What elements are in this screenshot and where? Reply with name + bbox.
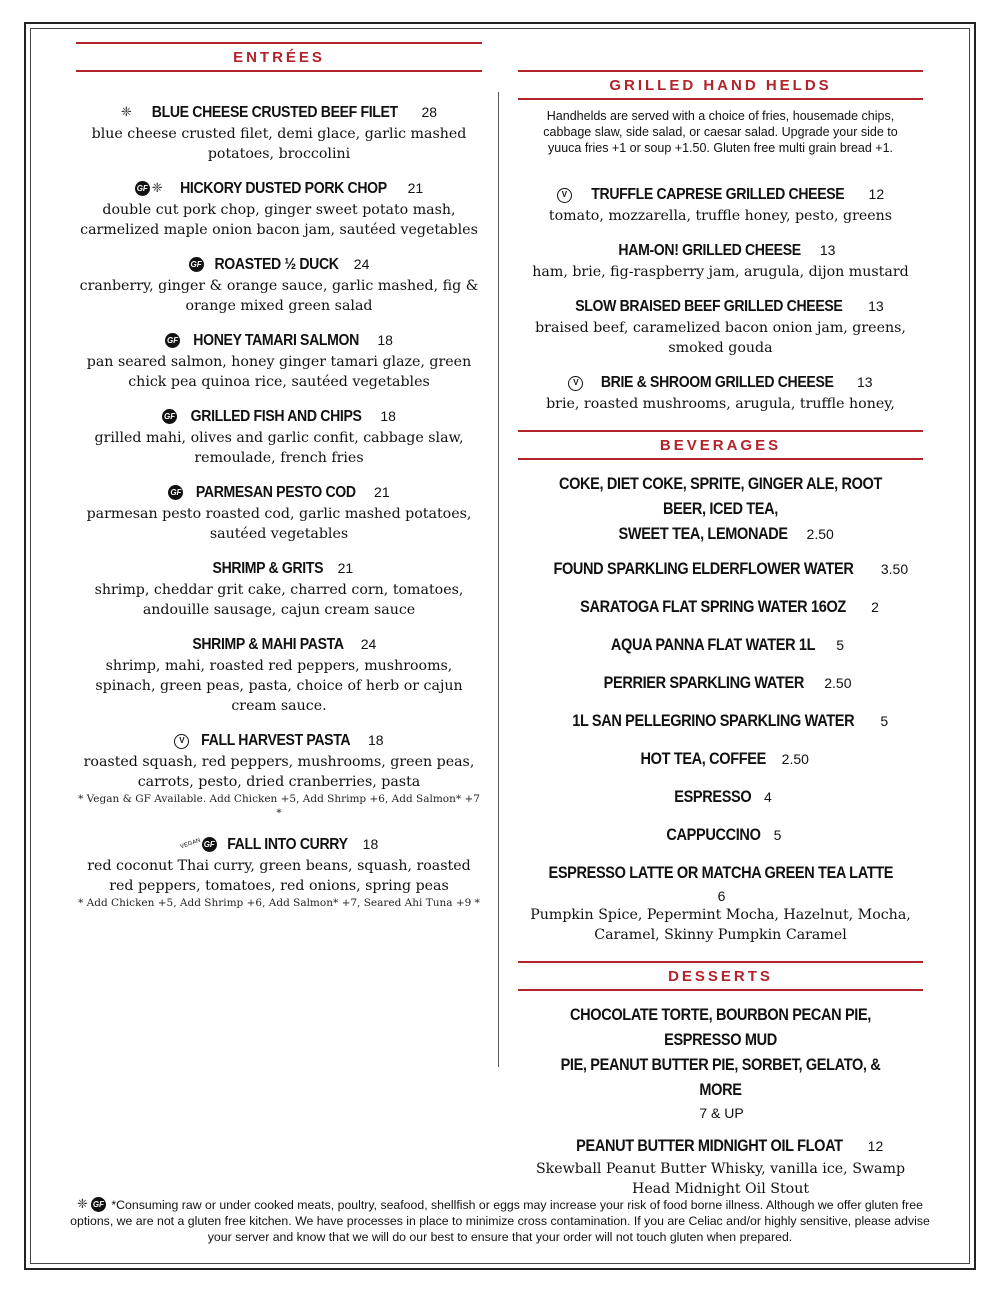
entree-item (76, 634, 482, 716)
item-name-cont: PIE, PEANUT BUTTER PIE, SORBET, GELATO, & MORE (560, 1056, 881, 1099)
item-note: * Add Chicken +5, Add Shrimp +6, Add Salmon* +7, Seared Ahi Tuna +9 * (78, 897, 480, 909)
beverage-item (518, 671, 923, 696)
dessert-item (518, 1003, 923, 1122)
item-price: 2.50 (824, 675, 852, 691)
beverages-heading: BEVERAGES (518, 430, 923, 460)
item-description: pan seared salmon, honey ginger tamari glaze, green chick pea quinoa rice, sautéed vegetables (86, 354, 472, 390)
handhelds-intro: Handhelds are served with a choice of fries, housemade chips, cabbage slaw, side salad, or caesar salad. Upgrade your side to yuuca fries +1 or soup +1.50. Gluten free multi grain bread +1. (543, 109, 898, 155)
allergen-footer (70, 1196, 930, 1245)
gluten-free-icon: GF (165, 333, 180, 348)
item-price: 13 (868, 298, 884, 314)
entree-item (76, 102, 482, 164)
item-price: 7 & UP (699, 1105, 744, 1121)
handhelds-heading: GRILLED HAND HELDS (518, 70, 923, 100)
item-price: 21 (337, 560, 354, 576)
item-name: HAM-ON! GRILLED CHEESE (617, 242, 801, 259)
entree-item (76, 558, 482, 620)
item-name: FALL INTO CURRY (226, 836, 348, 853)
item-name: ESPRESSO (674, 788, 752, 806)
item-price: 24 (360, 636, 377, 652)
item-description: braised beef, caramelized bacon onion jam, greens, smoked gouda (535, 320, 906, 356)
column-divider (498, 92, 499, 1067)
entree-item (76, 406, 482, 468)
item-price: 3.50 (880, 561, 909, 577)
item-price: 2.50 (781, 751, 809, 767)
gluten-free-icon: GF (202, 837, 217, 852)
item-name: COKE, DIET COKE, SPRITE, GINGER ALE, ROOT BEER, ICED TEA, (558, 475, 883, 518)
item-name: BLUE CHEESE CRUSTED BEEF FILET (151, 104, 398, 121)
item-price: 21 (407, 180, 424, 196)
gluten-free-icon: GF (162, 409, 177, 424)
item-price: 28 (421, 104, 438, 120)
beverage-item (518, 709, 923, 734)
vegan-icon: VEGAN (179, 837, 202, 851)
footer-disclaimer: *Consuming raw or under cooked meats, poultry, seafood, shellfish or eggs may increase your risk of food borne illness. Although we offer gluten free options, we are not a gluten free kitchen. We have processes in place to minimize cross contamination. If you are Celiac and/or highly sensitive, please advise your server and know that we will do our best to ensure that your order will not touch gluten when prepared. (70, 1198, 930, 1244)
entree-item (76, 834, 482, 910)
entree-item (76, 730, 482, 820)
item-name-cont: SWEET TEA, LEMONADE (618, 525, 788, 543)
beverage-item (518, 861, 923, 945)
vegetarian-icon: V (568, 376, 583, 391)
item-note: * Vegan & GF Available. Add Chicken +5, Add Shrimp +6, Add Salmon* +7 * (78, 793, 480, 819)
item-description: roasted squash, red peppers, mushrooms, green peas, carrots, pesto, dried cranberries, pasta (83, 754, 475, 790)
item-price: 12 (867, 1138, 884, 1154)
desserts-heading: DESSERTS (518, 961, 923, 991)
beverage-item (518, 557, 923, 582)
entree-item (76, 178, 482, 240)
item-description: ham, brie, fig-raspberry jam, arugula, dijon mustard (532, 264, 909, 280)
gluten-free-icon: GF (189, 257, 204, 272)
item-description: Pumpkin Spice, Pepermint Mocha, Hazelnut, Mocha, Caramel, Skinny Pumpkin Caramel (530, 907, 911, 943)
item-price: 21 (374, 484, 390, 500)
item-price: 24 (353, 256, 370, 272)
item-price: 13 (819, 242, 836, 258)
beverage-item (518, 595, 923, 620)
item-name: PERRIER SPARKLING WATER (603, 674, 804, 692)
beverage-item (518, 823, 923, 848)
entree-item (76, 254, 482, 316)
item-name: FALL HARVEST PASTA (201, 732, 351, 749)
item-name: PEANUT BUTTER MIDNIGHT OIL FLOAT (575, 1137, 843, 1155)
gluten-free-icon: GF (135, 181, 150, 196)
item-price: 18 (362, 836, 379, 852)
beverage-item (518, 747, 923, 772)
entree-item (76, 482, 482, 544)
item-price: 18 (367, 732, 384, 748)
item-price: 4 (763, 789, 772, 805)
item-name: CAPPUCCINO (665, 826, 761, 844)
item-price: 18 (380, 408, 396, 424)
item-description: grilled mahi, olives and garlic confit, cabbage slaw, remoulade, french fries (94, 430, 464, 466)
beverage-item (518, 472, 923, 547)
chef-special-icon: ❈ (120, 105, 132, 120)
handheld-item (518, 296, 923, 358)
item-name: AQUA PANNA FLAT WATER 1L (610, 636, 816, 654)
entree-item (76, 330, 482, 392)
item-name: SHRIMP & MAHI PASTA (191, 636, 344, 653)
item-description: shrimp, mahi, roasted red peppers, mushrooms, spinach, green peas, pasta, choice of herb or cajun cream sauce. (95, 658, 463, 714)
item-price: 2.50 (806, 526, 834, 542)
chef-special-icon: ❈ (77, 1196, 88, 1211)
item-name: SARATOGA FLAT SPRING WATER 16OZ (580, 598, 846, 616)
dessert-item (518, 1134, 923, 1199)
right-column (518, 70, 923, 1199)
handheld-item (518, 372, 923, 414)
item-description: double cut pork chop, ginger sweet potato mash, carmelized maple onion bacon jam, sautéed vegetables (80, 202, 478, 238)
vegetarian-icon: V (557, 188, 572, 203)
item-name: FOUND SPARKLING ELDERFLOWER WATER (553, 560, 854, 578)
item-description: Skewball Peanut Butter Whisky, vanilla ice, Swamp Head Midnight Oil Stout (535, 1161, 906, 1197)
item-price: 12 (868, 186, 885, 202)
item-price: 5 (773, 827, 782, 843)
item-price: 2 (871, 599, 879, 615)
handheld-item (518, 240, 923, 282)
item-price: 5 (880, 713, 889, 729)
gluten-free-icon: GF (168, 485, 183, 500)
beverage-item (518, 633, 923, 658)
item-name: PARMESAN PESTO COD (196, 484, 357, 501)
item-name: BRIE & SHROOM GRILLED CHEESE (601, 374, 834, 391)
item-name: CHOCOLATE TORTE, BOURBON PECAN PIE, ESPRESSO MUD (570, 1006, 871, 1049)
item-description: blue cheese crusted filet, demi glace, garlic mashed potatoes, broccolini (91, 126, 467, 162)
item-description: cranberry, ginger & orange sauce, garlic mashed, fig & orange mixed green salad (79, 278, 479, 314)
gluten-free-icon: GF (91, 1197, 106, 1212)
item-name: HONEY TAMARI SALMON (193, 332, 360, 349)
item-name: ROASTED ½ DUCK (214, 256, 339, 273)
item-price: 18 (377, 332, 393, 348)
item-name: GRILLED FISH AND CHIPS (190, 408, 362, 425)
item-description: brie, roasted mushrooms, arugula, truffle honey, (546, 396, 895, 412)
item-price: 13 (856, 374, 873, 390)
item-name: 1L SAN PELLEGRINO SPARKLING WATER (572, 712, 855, 730)
vegetarian-icon: V (174, 734, 189, 749)
item-description: shrimp, cheddar grit cake, charred corn, tomatoes, andouille sausage, cajun cream sauce (94, 582, 464, 618)
item-price: 5 (836, 637, 844, 653)
chef-special-icon: ❈ (151, 181, 163, 196)
item-name: SLOW BRAISED BEEF GRILLED CHEESE (575, 298, 843, 315)
entrees-column (76, 42, 482, 910)
beverage-item (518, 785, 923, 810)
item-price: 6 (717, 888, 726, 904)
item-description: parmesan pesto roasted cod, garlic mashed potatoes, sautéed vegetables (86, 506, 472, 542)
item-name: SHRIMP & GRITS (212, 560, 323, 577)
item-name: HOT TEA, COFFEE (640, 750, 767, 768)
item-name: TRUFFLE CAPRESE GRILLED CHEESE (591, 186, 845, 203)
item-name: ESPRESSO LATTE OR MATCHA GREEN TEA LATTE (548, 864, 893, 882)
item-name: HICKORY DUSTED PORK CHOP (179, 180, 387, 197)
entrees-heading: ENTRÉES (76, 42, 482, 72)
item-description: red coconut Thai curry, green beans, squash, roasted red peppers, tomatoes, red onions, spring peas (87, 858, 471, 894)
item-description: tomato, mozzarella, truffle honey, pesto, greens (548, 208, 893, 224)
handheld-item (518, 184, 923, 226)
